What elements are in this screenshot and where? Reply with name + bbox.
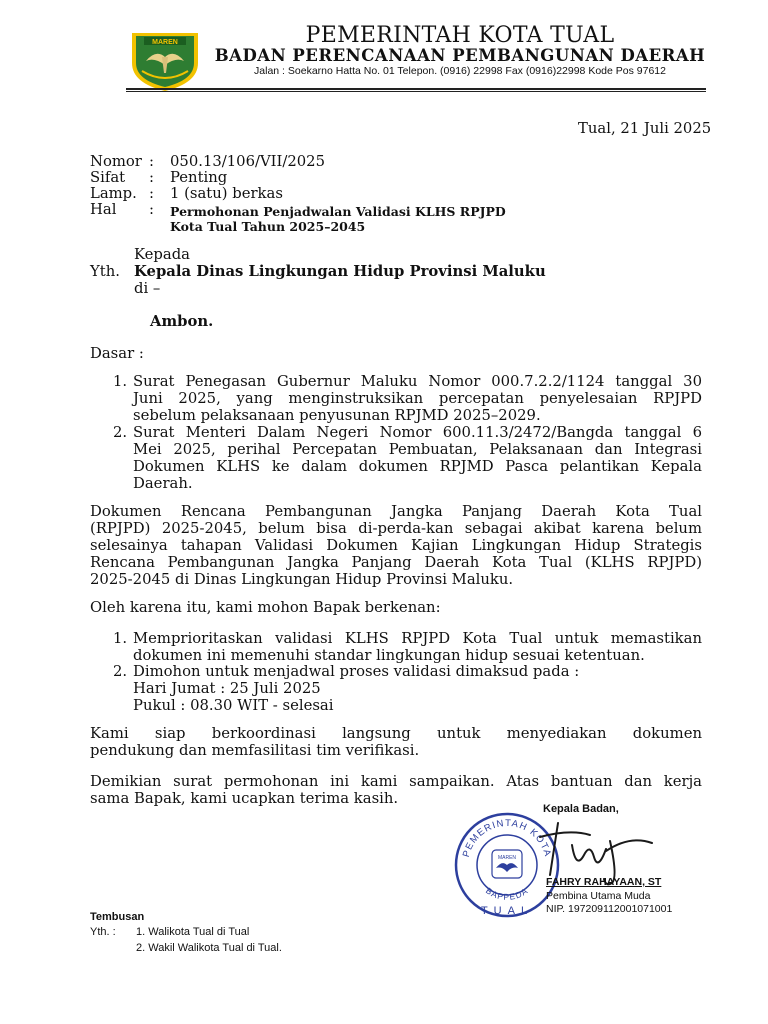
paragraph-line: 2025-2045 di Dinas Lingkungan Hidup Provinsi Maluku. <box>90 571 514 588</box>
meta-colon: : <box>149 185 154 202</box>
meta-colon: : <box>149 201 154 218</box>
dasar-item-line: sebelum pelaksanaan penyusunan RPJMD 2025–2029. <box>133 407 541 424</box>
stamp-inner-text: MAREN <box>497 855 517 861</box>
meta-label-sifat: Sifat <box>90 169 126 186</box>
stamp-arc-top: PEMERINTAH KOTA <box>460 817 554 859</box>
meta-value-nomor: 050.13/106/VII/2025 <box>170 153 326 170</box>
paragraph-line: Demikian surat permohonan ini kami sampaikan. Atas bantuan dan kerja <box>90 773 702 790</box>
paragraph-line: selesainya tahapan Validasi Dokumen Kajian Lingkungan Hidup Strategis <box>90 537 702 554</box>
paragraph-line: pendukung dan memfasilitasi tim verifikasi. <box>90 742 420 759</box>
stamp-arc-bottom: BAPPEDA <box>483 885 531 902</box>
letter-date: Tual, 21 Juli 2025 <box>578 120 712 137</box>
list-number: 2. <box>113 663 128 680</box>
signatory-name: FAHRY RAHAYAAN, ST <box>546 876 662 888</box>
dasar-item-line: Juni 2025, yang menginstruksikan percepatan penyelesaian RPJPD <box>133 390 702 407</box>
request-item-line: Memprioritaskan validasi KLHS RPJPD Kota Tual untuk memastikan <box>133 630 702 647</box>
dasar-item-line: Surat Penegasan Gubernur Maluku Nomor 000.7.2.2/1124 tanggal 30 <box>133 373 702 390</box>
recipient-name: Kepala Dinas Lingkungan Hidup Provinsi Maluku <box>134 263 546 280</box>
stamp-city: TUAL <box>480 905 534 917</box>
city-emblem-logo <box>126 27 204 93</box>
dasar-item-line: Mei 2025, perihal Percepatan Pembuatan, Pelaksanaan dan Integrasi <box>133 441 702 458</box>
paragraph-line: Dokumen Rencana Pembangunan Jangka Panjang Daerah Kota Tual <box>90 503 702 520</box>
list-number: 1. <box>113 373 128 390</box>
dasar-item-line: Dokumen KLHS ke dalam dokumen RPJMD Pasca pelantikan Kepala <box>133 458 702 475</box>
recipient-kepada: Kepada <box>134 246 191 263</box>
signatory-rank: Pembina Utama Muda <box>546 890 651 902</box>
meta-label-nomor: Nomor <box>90 153 142 170</box>
logo-text: MAREN <box>152 39 178 46</box>
tembusan-item: 1. Walikota Tual di Tual <box>136 926 250 938</box>
tembusan-title: Tembusan <box>90 911 145 923</box>
request-item-line: Pukul : 08.30 WIT - selesai <box>133 697 334 714</box>
meta-label-hal: Hal <box>90 201 117 218</box>
paragraph-line: Kami siap berkoordinasi langsung untuk menyediakan dokumen <box>90 725 702 742</box>
recipient-city: Ambon. <box>150 313 214 330</box>
recipient-yth: Yth. <box>90 263 120 280</box>
request-item-line: Dimohon untuk menjadwal proses validasi dimaksud pada : <box>133 663 580 680</box>
recipient-di: di – <box>134 280 161 297</box>
list-number: 2. <box>113 424 128 441</box>
dasar-label: Dasar : <box>90 345 144 362</box>
dasar-item-line: Surat Menteri Dalam Negeri Nomor 600.11.3/2472/Bangda tanggal 6 <box>133 424 702 441</box>
meta-label-lamp: Lamp. <box>90 185 137 202</box>
tembusan-item: 2. Wakil Walikota Tual di Tual. <box>136 942 282 954</box>
signatory-nip: NIP. 197209112001071001 <box>546 903 673 915</box>
request-item-line: Hari Jumat : 25 Juli 2025 <box>133 680 321 697</box>
signature-title: Kepala Badan, <box>543 803 619 815</box>
dasar-item-line: Daerah. <box>133 475 193 492</box>
letterhead-divider <box>126 88 706 92</box>
meta-colon: : <box>149 153 154 170</box>
letterhead-title: PEMERINTAH KOTA TUAL <box>305 23 615 48</box>
paragraph-line: sama Bapak, kami ucapkan terima kasih. <box>90 790 399 807</box>
paragraph-body-2: Oleh karena itu, kami mohon Bapak berkenan: <box>90 599 441 616</box>
meta-value-lamp: 1 (satu) berkas <box>170 185 283 202</box>
letterhead-address: Jalan : Soekarno Hatta No. 01 Telepon. (0916) 22998 Fax (0916)22998 Kode Pos 97612 <box>254 65 666 77</box>
meta-value-sifat: Penting <box>170 169 228 186</box>
tembusan-yth: Yth. : <box>90 926 116 938</box>
meta-colon: : <box>149 169 154 186</box>
paragraph-line: (RPJPD) 2025-2045, belum bisa di-perda-kan sebagai akibat karena belum <box>90 520 702 537</box>
request-item-line: dokumen ini memenuhi standar lingkungan hidup sesuai ketentuan. <box>133 647 645 664</box>
paragraph-line: Rencana Pembangunan Jangka Panjang Daerah Kota Tual (KLHS RPJPD) <box>90 554 702 571</box>
letterhead-subtitle: BADAN PERENCANAAN PEMBANGUNAN DAERAH <box>214 46 706 65</box>
meta-value-hal: Permohonan Penjadwalan Validasi KLHS RPJPD <box>170 204 506 219</box>
meta-value-hal-line2: Kota Tual Tahun 2025–2045 <box>170 219 366 234</box>
list-number: 1. <box>113 630 128 647</box>
